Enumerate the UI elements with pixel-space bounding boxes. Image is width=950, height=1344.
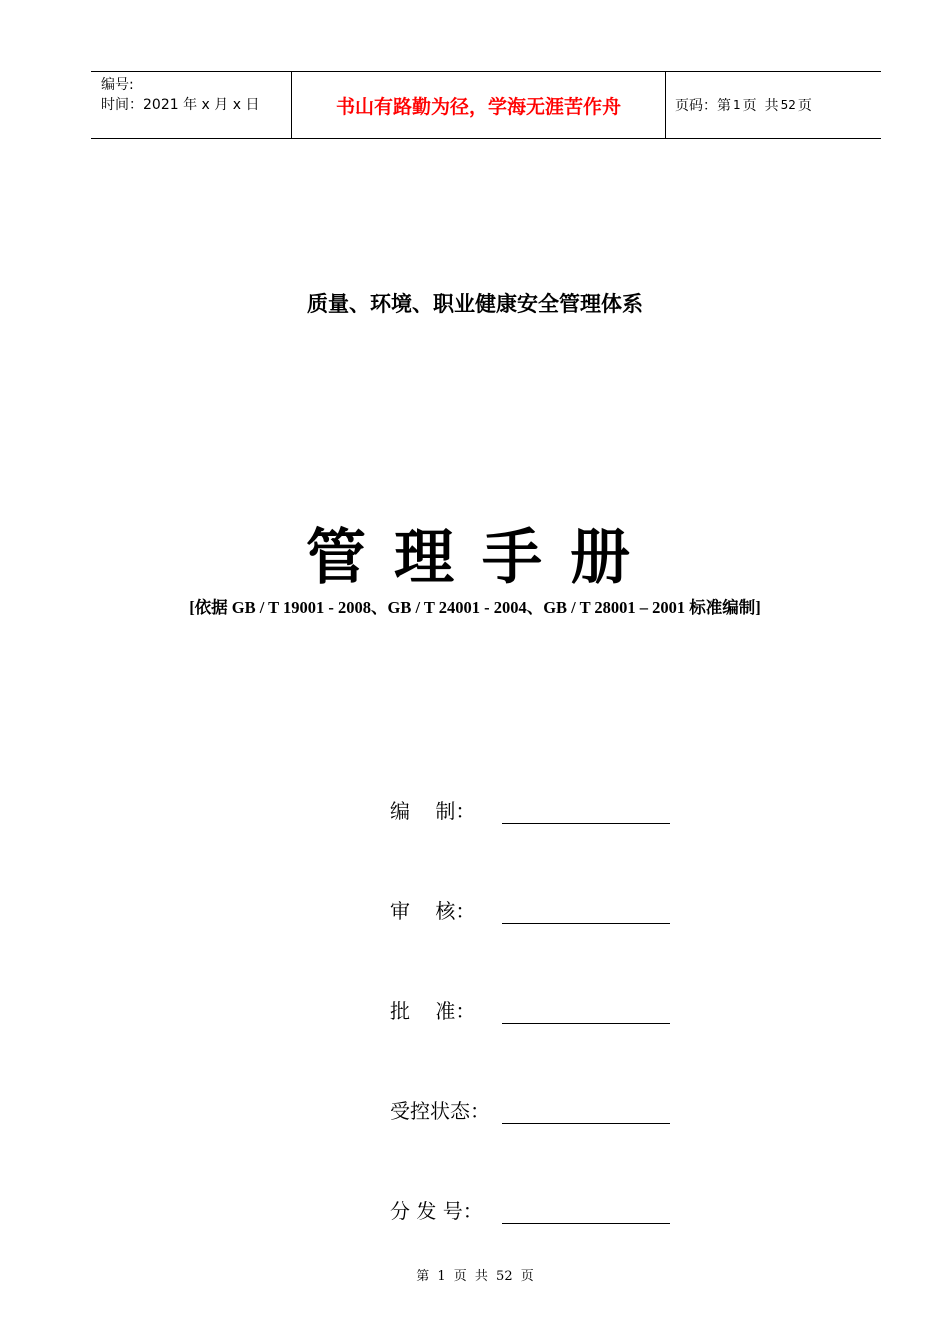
signoff-distribution-number xyxy=(390,1197,670,1227)
page-current: 1 xyxy=(733,98,741,112)
header-page-info xyxy=(666,72,881,138)
signoff-distribution-number-line xyxy=(502,1223,670,1224)
total-prefix: 共 xyxy=(764,98,779,114)
total-suffix: 页 xyxy=(797,98,812,114)
serial-label: 编号: xyxy=(101,77,134,93)
page-header xyxy=(91,71,881,139)
page-total: 52 xyxy=(780,98,796,112)
signoff-compile-label: 编 制： xyxy=(390,799,476,823)
page-mid: 页 xyxy=(742,98,757,114)
signoff-review-line xyxy=(502,923,670,924)
signoff-compile xyxy=(390,797,670,827)
system-title: 质量、环境、职业健康安全管理体系 xyxy=(307,292,643,316)
signoff-approve-line xyxy=(502,1023,670,1024)
signoff-approve-label: 批 准： xyxy=(390,999,476,1023)
header-meta xyxy=(91,72,292,138)
manual-title: 管理手册 xyxy=(306,523,658,593)
header-motto: 书山有路勤为径，学海无涯苦作舟 xyxy=(292,72,666,138)
page-footer: 第 1 页 共 52 页 xyxy=(416,1269,534,1284)
signoff-review-label: 审 核： xyxy=(390,899,476,923)
signoff-review xyxy=(390,897,670,927)
signoff-control-status xyxy=(390,1097,670,1127)
signoff-distribution-number-label: 分 发 号： xyxy=(390,1199,483,1223)
standards-basis: [依据 GB / T 19001 - 2008、GB / T 24001 - 2004、GB / T 28001 – 2001 标准编制] xyxy=(189,598,761,617)
page-prefix: 页码：第 xyxy=(675,98,731,114)
signoff-control-status-label: 受控状态： xyxy=(390,1099,490,1123)
signoff-compile-line xyxy=(502,823,670,824)
signoff-control-status-line xyxy=(502,1123,670,1124)
signoff-approve xyxy=(390,997,670,1027)
time-label: 时间：2021 年 x 月 x 日 xyxy=(101,97,260,113)
